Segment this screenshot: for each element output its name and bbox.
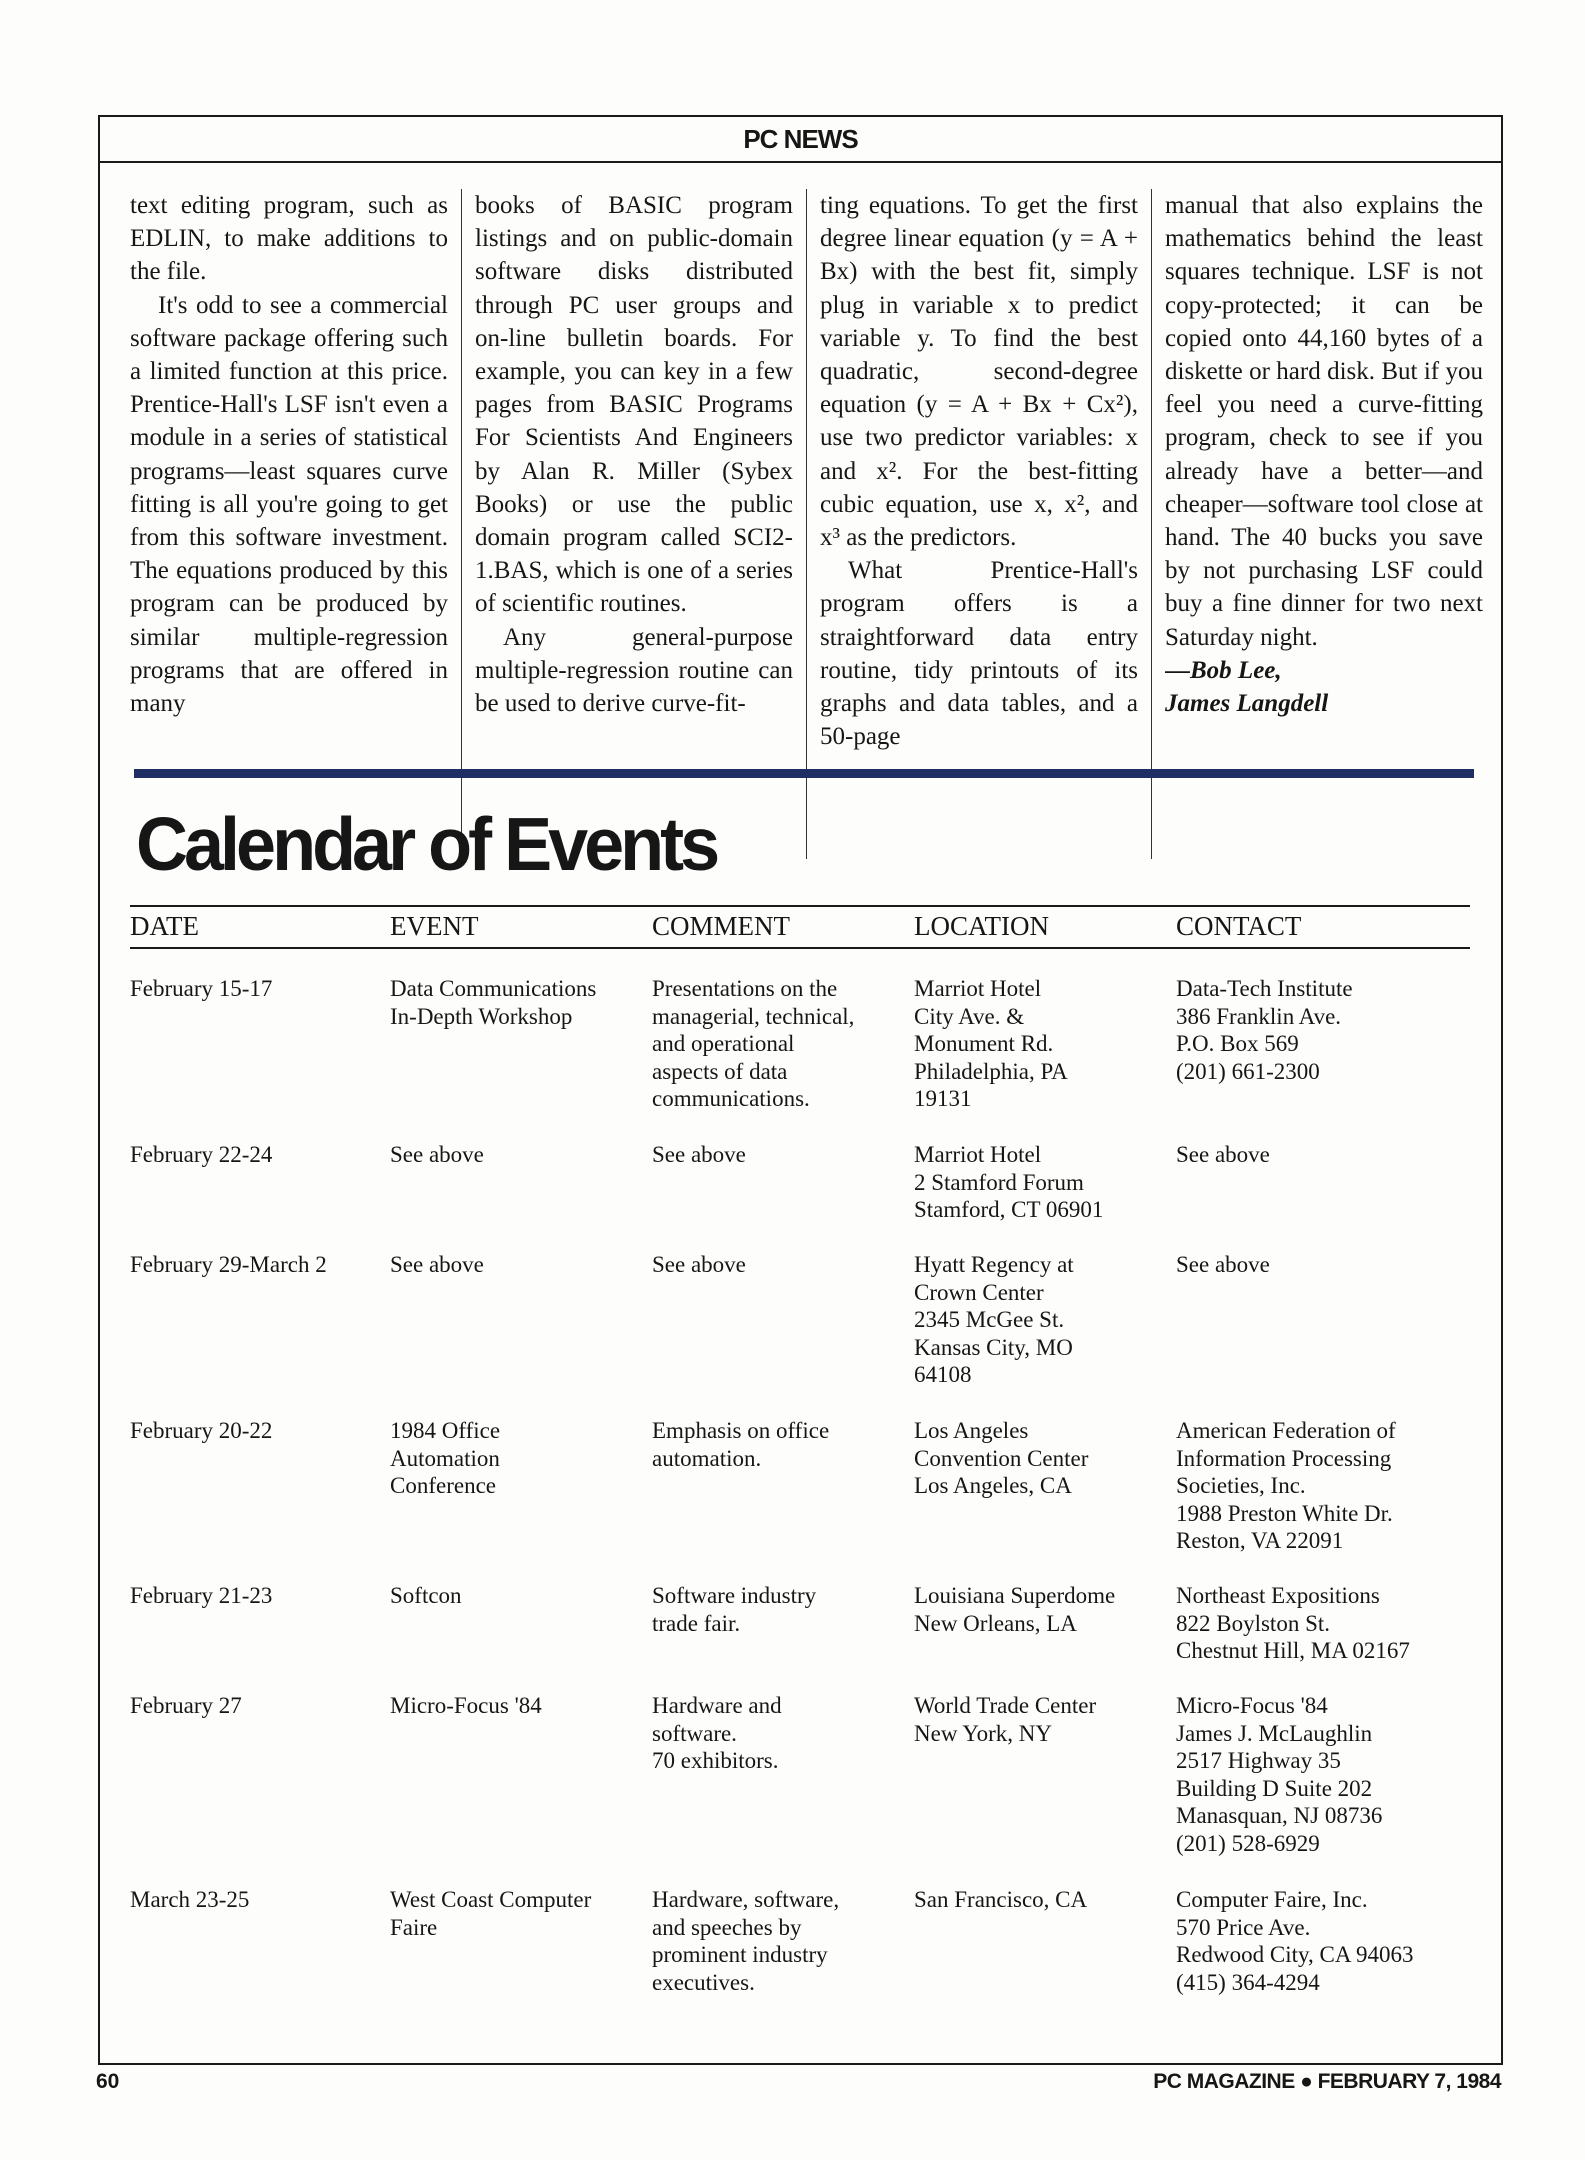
author-signature: James Langdell xyxy=(1165,690,1329,718)
event-name: See above xyxy=(390,1142,484,1167)
article-paragraph: books of BASIC program listings and on public-domain software disks distributed through PC user groups and on-line bulletin boards. For example, you can key in a few pages from BASIC Programs For Scientists And Engineers by Alan R. Miller (Sybex Books) or use the public domain program called SCI2-1.BAS, which is one of a series of scientific routines. xyxy=(475,192,793,618)
event-comment: Presentations on the managerial, technical, and operational aspects of data communications. xyxy=(652,976,855,1111)
column-header-date: DATE xyxy=(130,911,199,941)
event-location: Hyatt Regency at Crown Center 2345 McGee St. Kansas City, MO 64108 xyxy=(914,1252,1074,1387)
article-paragraph: manual that also explains the mathematics behind the least squares technique. LSF is not copy-protected; it can be copied onto 44,160 bytes of a diskette or hard disk. But if you feel you need a curve-fitting program, check to see if you already have a better—and cheaper—software tool close at hand. The 40 bucks you save by not purchasing LSF could buy a fine dinner for two next Saturday night. xyxy=(1165,192,1483,651)
column-header-contact: CONTACT xyxy=(1176,911,1302,941)
event-comment: Emphasis on office automation. xyxy=(652,1418,830,1471)
event-location: Los Angeles Convention Center Los Angeles, CA xyxy=(914,1418,1089,1498)
event-contact: Micro-Focus '84 James J. McLaughlin 2517 Highway 35 Building D Suite 202 Manasquan, NJ 08736 (201) 528-6929 xyxy=(1176,1693,1383,1856)
article-paragraph: It's odd to see a commercial software package offering such a limited function at this price. Prentice-Hall's LSF isn't even a module in a series of statistical programs—least squares curve fitting is all you're going to get from this software investment. The equations produced by this program can be produced by similar multiple-regression programs that are offered in many xyxy=(130,291,448,718)
event-name: Softcon xyxy=(390,1583,462,1608)
event-date: March 23-25 xyxy=(130,1887,250,1912)
calendar-header-row xyxy=(130,905,1470,949)
event-contact: American Federation of Information Processing Societies, Inc. 1988 Preston White Dr. Reston, VA 22091 xyxy=(1176,1418,1396,1553)
page-number: 60 xyxy=(96,2070,120,2093)
article-paragraph: ting equations. To get the first degree linear equation (y = A + Bx) with the best fit, simply plug in variable x to predict variable y. To find the best quadratic, second-degree equation (y = A + Bx + Cx²), use two predictor variables: x and x². For the best-fitting cubic equation, use x, x², and x³ as the predictors. xyxy=(820,192,1138,552)
event-contact: See above xyxy=(1176,1252,1270,1277)
news-frame xyxy=(98,115,1503,2065)
event-location: San Francisco, CA xyxy=(914,1887,1088,1912)
event-date: February 15-17 xyxy=(130,976,273,1001)
column-divider xyxy=(806,189,807,859)
section-header: PC NEWS xyxy=(100,117,1501,163)
event-date: February 21-23 xyxy=(130,1583,273,1608)
event-contact: Computer Faire, Inc. 570 Price Ave. Redwood City, CA 94063 (415) 364-4294 xyxy=(1176,1887,1414,1995)
section-divider xyxy=(134,769,1474,778)
article-paragraph: What Prentice-Hall's program offers is a straightforward data entry routine, tidy printouts of its graphs and data tables, and a 50-page xyxy=(820,557,1138,751)
event-name: West Coast Computer Faire xyxy=(390,1887,592,1940)
event-comment: Hardware, software, and speeches by prominent industry executives. xyxy=(652,1887,840,1995)
event-date: February 22-24 xyxy=(130,1142,273,1167)
event-contact: See above xyxy=(1176,1142,1270,1167)
column-header-comment: COMMENT xyxy=(652,911,791,941)
event-name: Micro-Focus '84 xyxy=(390,1693,542,1718)
event-date: February 29-March 2 xyxy=(130,1252,327,1277)
calendar-title: Calendar of Events xyxy=(136,803,717,887)
event-location: Marriot Hotel City Ave. & Monument Rd. Philadelphia, PA 19131 xyxy=(914,976,1068,1111)
event-name: See above xyxy=(390,1252,484,1277)
event-date: February 20-22 xyxy=(130,1418,273,1443)
event-date: February 27 xyxy=(130,1693,242,1718)
event-name: 1984 Office Automation Conference xyxy=(390,1418,501,1498)
author-signature: —Bob Lee, xyxy=(1165,656,1282,684)
event-name: Data Communications In-Depth Workshop xyxy=(390,976,597,1029)
event-location: World Trade Center New York, NY xyxy=(914,1693,1097,1746)
column-divider xyxy=(1151,189,1152,859)
event-contact: Data-Tech Institute 386 Franklin Ave. P.O. Box 569 (201) 661-2300 xyxy=(1176,976,1353,1084)
column-header-location: LOCATION xyxy=(914,911,1049,941)
event-comment: See above xyxy=(652,1142,746,1167)
event-contact: Northeast Expositions 822 Boylston St. Chestnut Hill, MA 02167 xyxy=(1176,1583,1410,1663)
event-comment: See above xyxy=(652,1252,746,1277)
column-divider xyxy=(461,189,462,859)
calendar-table xyxy=(130,905,1470,1995)
event-location: Louisiana Superdome New Orleans, LA xyxy=(914,1583,1116,1636)
article-paragraph: Any general-purpose multiple-regression routine can be used to derive curve-fit- xyxy=(475,623,793,718)
event-comment: Software industry trade fair. xyxy=(652,1583,817,1636)
event-comment: Hardware and software. 70 exhibitors. xyxy=(652,1693,782,1773)
article-paragraph: text editing program, such as EDLIN, to make additions to the file. xyxy=(130,192,448,286)
event-location: Marriot Hotel 2 Stamford Forum Stamford, CT 06901 xyxy=(914,1142,1104,1222)
publication-line: PC MAGAZINE ● FEBRUARY 7, 1984 xyxy=(1153,2070,1501,2093)
column-header-event: EVENT xyxy=(390,911,479,941)
